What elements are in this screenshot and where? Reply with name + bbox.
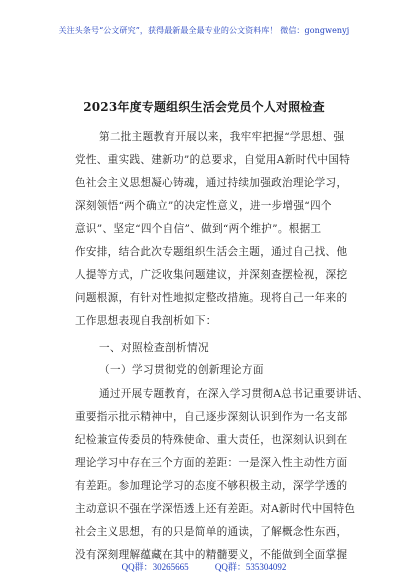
intro-line: 深刻领悟“两个确立”的决定性意义，进一步增强“四个 xyxy=(75,200,332,212)
body-line: 重要指示批示精神中，自己逐步深刻认识到作为一名支部 xyxy=(75,411,348,423)
header-promo-note: 关注头条号“公文研究”，获得最新最全最专业的公文资料库！ 微信：gongwenyj xyxy=(58,26,350,35)
intro-line: 色社会主义思想凝心铸魂，通过持续加强政治理论学习， xyxy=(75,177,348,189)
body-line: 理论学习中存在三个方面的差距：一是深入性主动性方面 xyxy=(75,457,348,469)
body-line: 社会主义思想，有的只是简单的通读，了解概念性东西， xyxy=(75,526,348,538)
intro-line: 作安排，结合此次专题组织生活会主题，通过自己找、他 xyxy=(75,246,348,258)
footer-qq-group-2: QQ群：535304092 xyxy=(214,562,287,572)
intro-line: 人提等方式，广泛收集问题建议，并深刻查摆检视，深挖 xyxy=(75,269,348,281)
body-line: 主动意识不强在学深悟透上还有差距。对A新时代中国特色 xyxy=(75,503,356,515)
intro-line: 工作思想表现自我剖析如下： xyxy=(75,315,217,327)
footer-contacts xyxy=(0,560,408,573)
intro-line: 第二批主题教育开展以来，我牢牢把握“学思想、强 xyxy=(99,131,345,143)
document-title: 2023年度专题组织生活会党员个人对照检查 xyxy=(83,100,325,114)
body-line: 通过开展专题教育，在深入学习贯彻A总书记重要讲话、 xyxy=(99,388,369,400)
subsection-heading: （一）学习贯彻党的创新理论方面 xyxy=(99,364,264,376)
section-heading: 一、对照检查剖析情况 xyxy=(99,342,209,354)
footer-qq-group-1: QQ群：30265665 xyxy=(121,562,189,572)
body-line: 纪检兼宣传委员的特殊使命、重大责任，也深刻认识到在 xyxy=(75,434,348,446)
body-line: 没有深刻理解蕴藏在其中的精髓要义，不能做到全面掌握 xyxy=(75,549,348,561)
intro-line: 意识”、坚定“四个自信”、做到“两个维护”。根据工 xyxy=(75,223,322,235)
intro-line: 党性、重实践、建新功”的总要求，自觉用A新时代中国特 xyxy=(75,154,351,166)
intro-line: 问题根源，有针对性地拟定整改措施。现将自己一年来的 xyxy=(75,292,348,304)
body-line: 有差距。参加理论学习的态度不够积极主动，深学学透的 xyxy=(75,480,348,492)
